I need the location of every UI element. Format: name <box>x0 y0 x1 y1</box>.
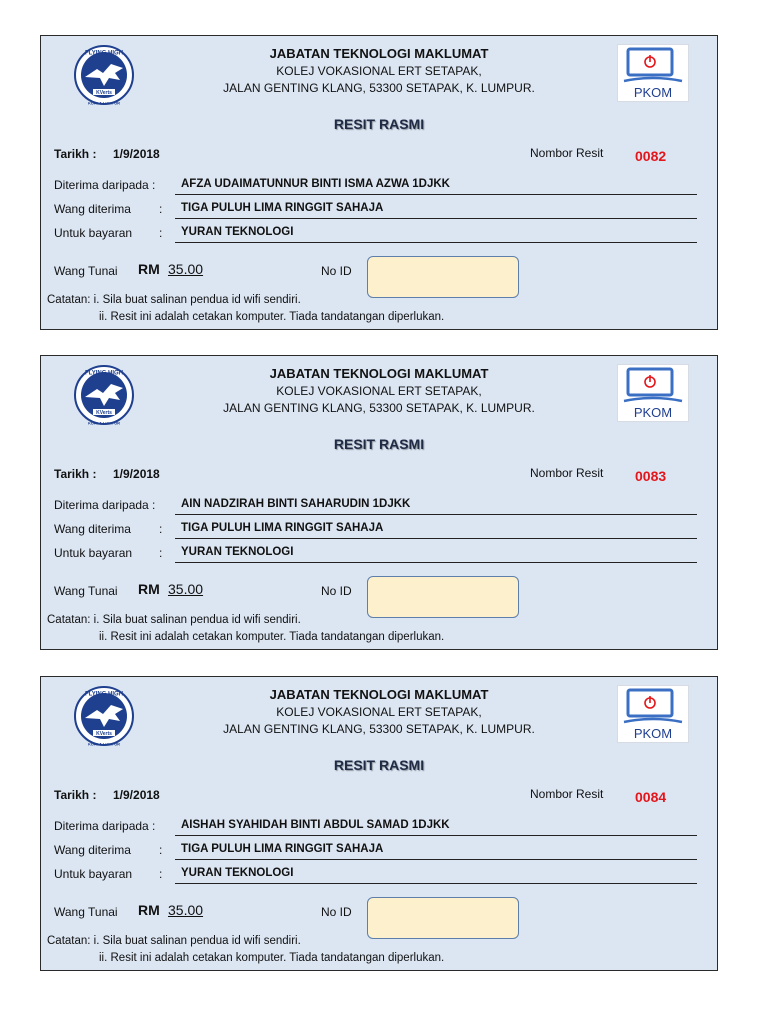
received-from-value: AIN NADZIRAH BINTI SAHARUDIN 1DJKK <box>181 498 411 510</box>
amount-received-label: Wang diterima <box>54 522 131 536</box>
received-from-underline <box>175 194 697 195</box>
amount-received-colon: : <box>159 522 163 536</box>
department-name: JABATAN TEKNOLOGI MAKLUMAT <box>269 46 489 61</box>
amount-received-value: TIGA PULUH LIMA RINGGIT SAHAJA <box>181 202 384 214</box>
logo-arc-text: FLYING HIGH <box>84 370 124 377</box>
note-line-1: Catatan: i. Sila buat salinan pendua id wifi sendiri. <box>47 935 301 947</box>
receipt-card <box>40 35 718 330</box>
id-box <box>367 256 519 298</box>
payment-for-value: YURAN TEKNOLOGI <box>181 867 294 879</box>
cash-label: Wang Tunai <box>54 905 118 919</box>
amount-received-underline <box>175 538 697 539</box>
payment-for-underline <box>175 242 697 243</box>
logo-city-text: KUALA LUMPUR <box>87 420 121 426</box>
received-from-label: Diterima daripada : <box>54 819 156 833</box>
id-label: No ID <box>321 905 352 919</box>
date-value: 1/9/2018 <box>113 147 160 161</box>
pkom-computer-logo-icon <box>617 44 689 102</box>
receipt-number-label: Nombor Resit <box>530 146 604 160</box>
cash-label: Wang Tunai <box>54 584 118 598</box>
logo-city-text: KUALA LUMPUR <box>87 741 121 747</box>
received-from-label: Diterima daripada : <box>54 498 156 512</box>
pkom-computer-logo-icon <box>617 685 689 743</box>
college-address: JALAN GENTING KLANG, 53300 SETAPAK, K. LUMPUR. <box>223 722 535 736</box>
id-label: No ID <box>321 584 352 598</box>
logo-arc-text: FLYING HIGH <box>84 50 124 57</box>
amount-received-colon: : <box>159 202 163 216</box>
note-line-1: Catatan: i. Sila buat salinan pendua id wifi sendiri. <box>47 294 301 306</box>
currency-label: RM <box>138 581 160 597</box>
logo-arc-text: FLYING HIGH <box>84 691 124 698</box>
note-line-1: Catatan: i. Sila buat salinan pendua id wifi sendiri. <box>47 614 301 626</box>
receipt-title: RESIT RASMI <box>333 757 425 773</box>
note-line-2: ii. Resit ini adalah cetakan komputer. Tiada tandatangan diperlukan. <box>99 311 445 323</box>
pkom-text: PKOM <box>633 726 673 741</box>
college-address: JALAN GENTING KLANG, 53300 SETAPAK, K. LUMPUR. <box>223 401 535 415</box>
date-value: 1/9/2018 <box>113 788 160 802</box>
logo-city-text: KUALA LUMPUR <box>87 100 121 106</box>
logo-band-text: KVerts <box>96 90 112 96</box>
pkom-text: PKOM <box>633 85 673 100</box>
received-from-label: Diterima daripada : <box>54 178 156 192</box>
date-label: Tarikh : <box>54 467 97 481</box>
date-label: Tarikh : <box>54 788 97 802</box>
logo-band-text: KVerts <box>96 731 112 737</box>
amount-received-label: Wang diterima <box>54 202 131 216</box>
receipt-number-value: 0084 <box>635 789 667 805</box>
currency-label: RM <box>138 902 160 918</box>
receipt-card <box>40 355 718 650</box>
college-name: KOLEJ VOKASIONAL ERT SETAPAK, <box>276 705 482 719</box>
payment-for-underline <box>175 562 697 563</box>
received-from-value: AISHAH SYAHIDAH BINTI ABDUL SAMAD 1DJKK <box>181 819 450 831</box>
date-label: Tarikh : <box>54 147 97 161</box>
receipt-number-value: 0083 <box>635 468 667 484</box>
payment-for-label: Untuk bayaran <box>54 226 133 240</box>
received-from-underline <box>175 514 697 515</box>
department-name: JABATAN TEKNOLOGI MAKLUMAT <box>269 366 489 381</box>
payment-for-label: Untuk bayaran <box>54 546 133 560</box>
payment-for-value: YURAN TEKNOLOGI <box>181 226 294 238</box>
college-name: KOLEJ VOKASIONAL ERT SETAPAK, <box>276 384 482 398</box>
currency-label: RM <box>138 261 160 277</box>
receipt-number-label: Nombor Resit <box>530 466 604 480</box>
payment-for-colon: : <box>159 867 163 881</box>
amount-received-label: Wang diterima <box>54 843 131 857</box>
payment-for-underline <box>175 883 697 884</box>
department-name: JABATAN TEKNOLOGI MAKLUMAT <box>269 687 489 702</box>
receipt-number-label: Nombor Resit <box>530 787 604 801</box>
amount-received-underline <box>175 218 697 219</box>
cash-amount: 35.00 <box>168 581 204 597</box>
amount-received-colon: : <box>159 843 163 857</box>
note-line-2: ii. Resit ini adalah cetakan komputer. Tiada tandatangan diperlukan. <box>99 952 445 964</box>
pkom-text: PKOM <box>633 405 673 420</box>
payment-for-colon: : <box>159 546 163 560</box>
payment-for-colon: : <box>159 226 163 240</box>
date-value: 1/9/2018 <box>113 467 160 481</box>
cash-label: Wang Tunai <box>54 264 118 278</box>
college-name: KOLEJ VOKASIONAL ERT SETAPAK, <box>276 64 482 78</box>
pkom-computer-logo-icon <box>617 364 689 422</box>
receipt-card <box>40 676 718 971</box>
payment-for-label: Untuk bayaran <box>54 867 133 881</box>
amount-received-value: TIGA PULUH LIMA RINGGIT SAHAJA <box>181 843 384 855</box>
cash-amount: 35.00 <box>168 902 204 918</box>
received-from-value: AFZA UDAIMATUNNUR BINTI ISMA AZWA 1DJKK <box>181 178 450 190</box>
amount-received-underline <box>175 859 697 860</box>
received-from-underline <box>175 835 697 836</box>
id-box <box>367 897 519 939</box>
logo-band-text: KVerts <box>96 410 112 416</box>
amount-received-value: TIGA PULUH LIMA RINGGIT SAHAJA <box>181 522 384 534</box>
payment-for-value: YURAN TEKNOLOGI <box>181 546 294 558</box>
receipt-title: RESIT RASMI <box>333 436 425 452</box>
receipt-number-value: 0082 <box>635 148 667 164</box>
receipt-title: RESIT RASMI <box>333 116 425 132</box>
id-label: No ID <box>321 264 352 278</box>
id-box <box>367 576 519 618</box>
note-line-2: ii. Resit ini adalah cetakan komputer. Tiada tandatangan diperlukan. <box>99 631 445 643</box>
cash-amount: 35.00 <box>168 261 204 277</box>
college-address: JALAN GENTING KLANG, 53300 SETAPAK, K. LUMPUR. <box>223 81 535 95</box>
